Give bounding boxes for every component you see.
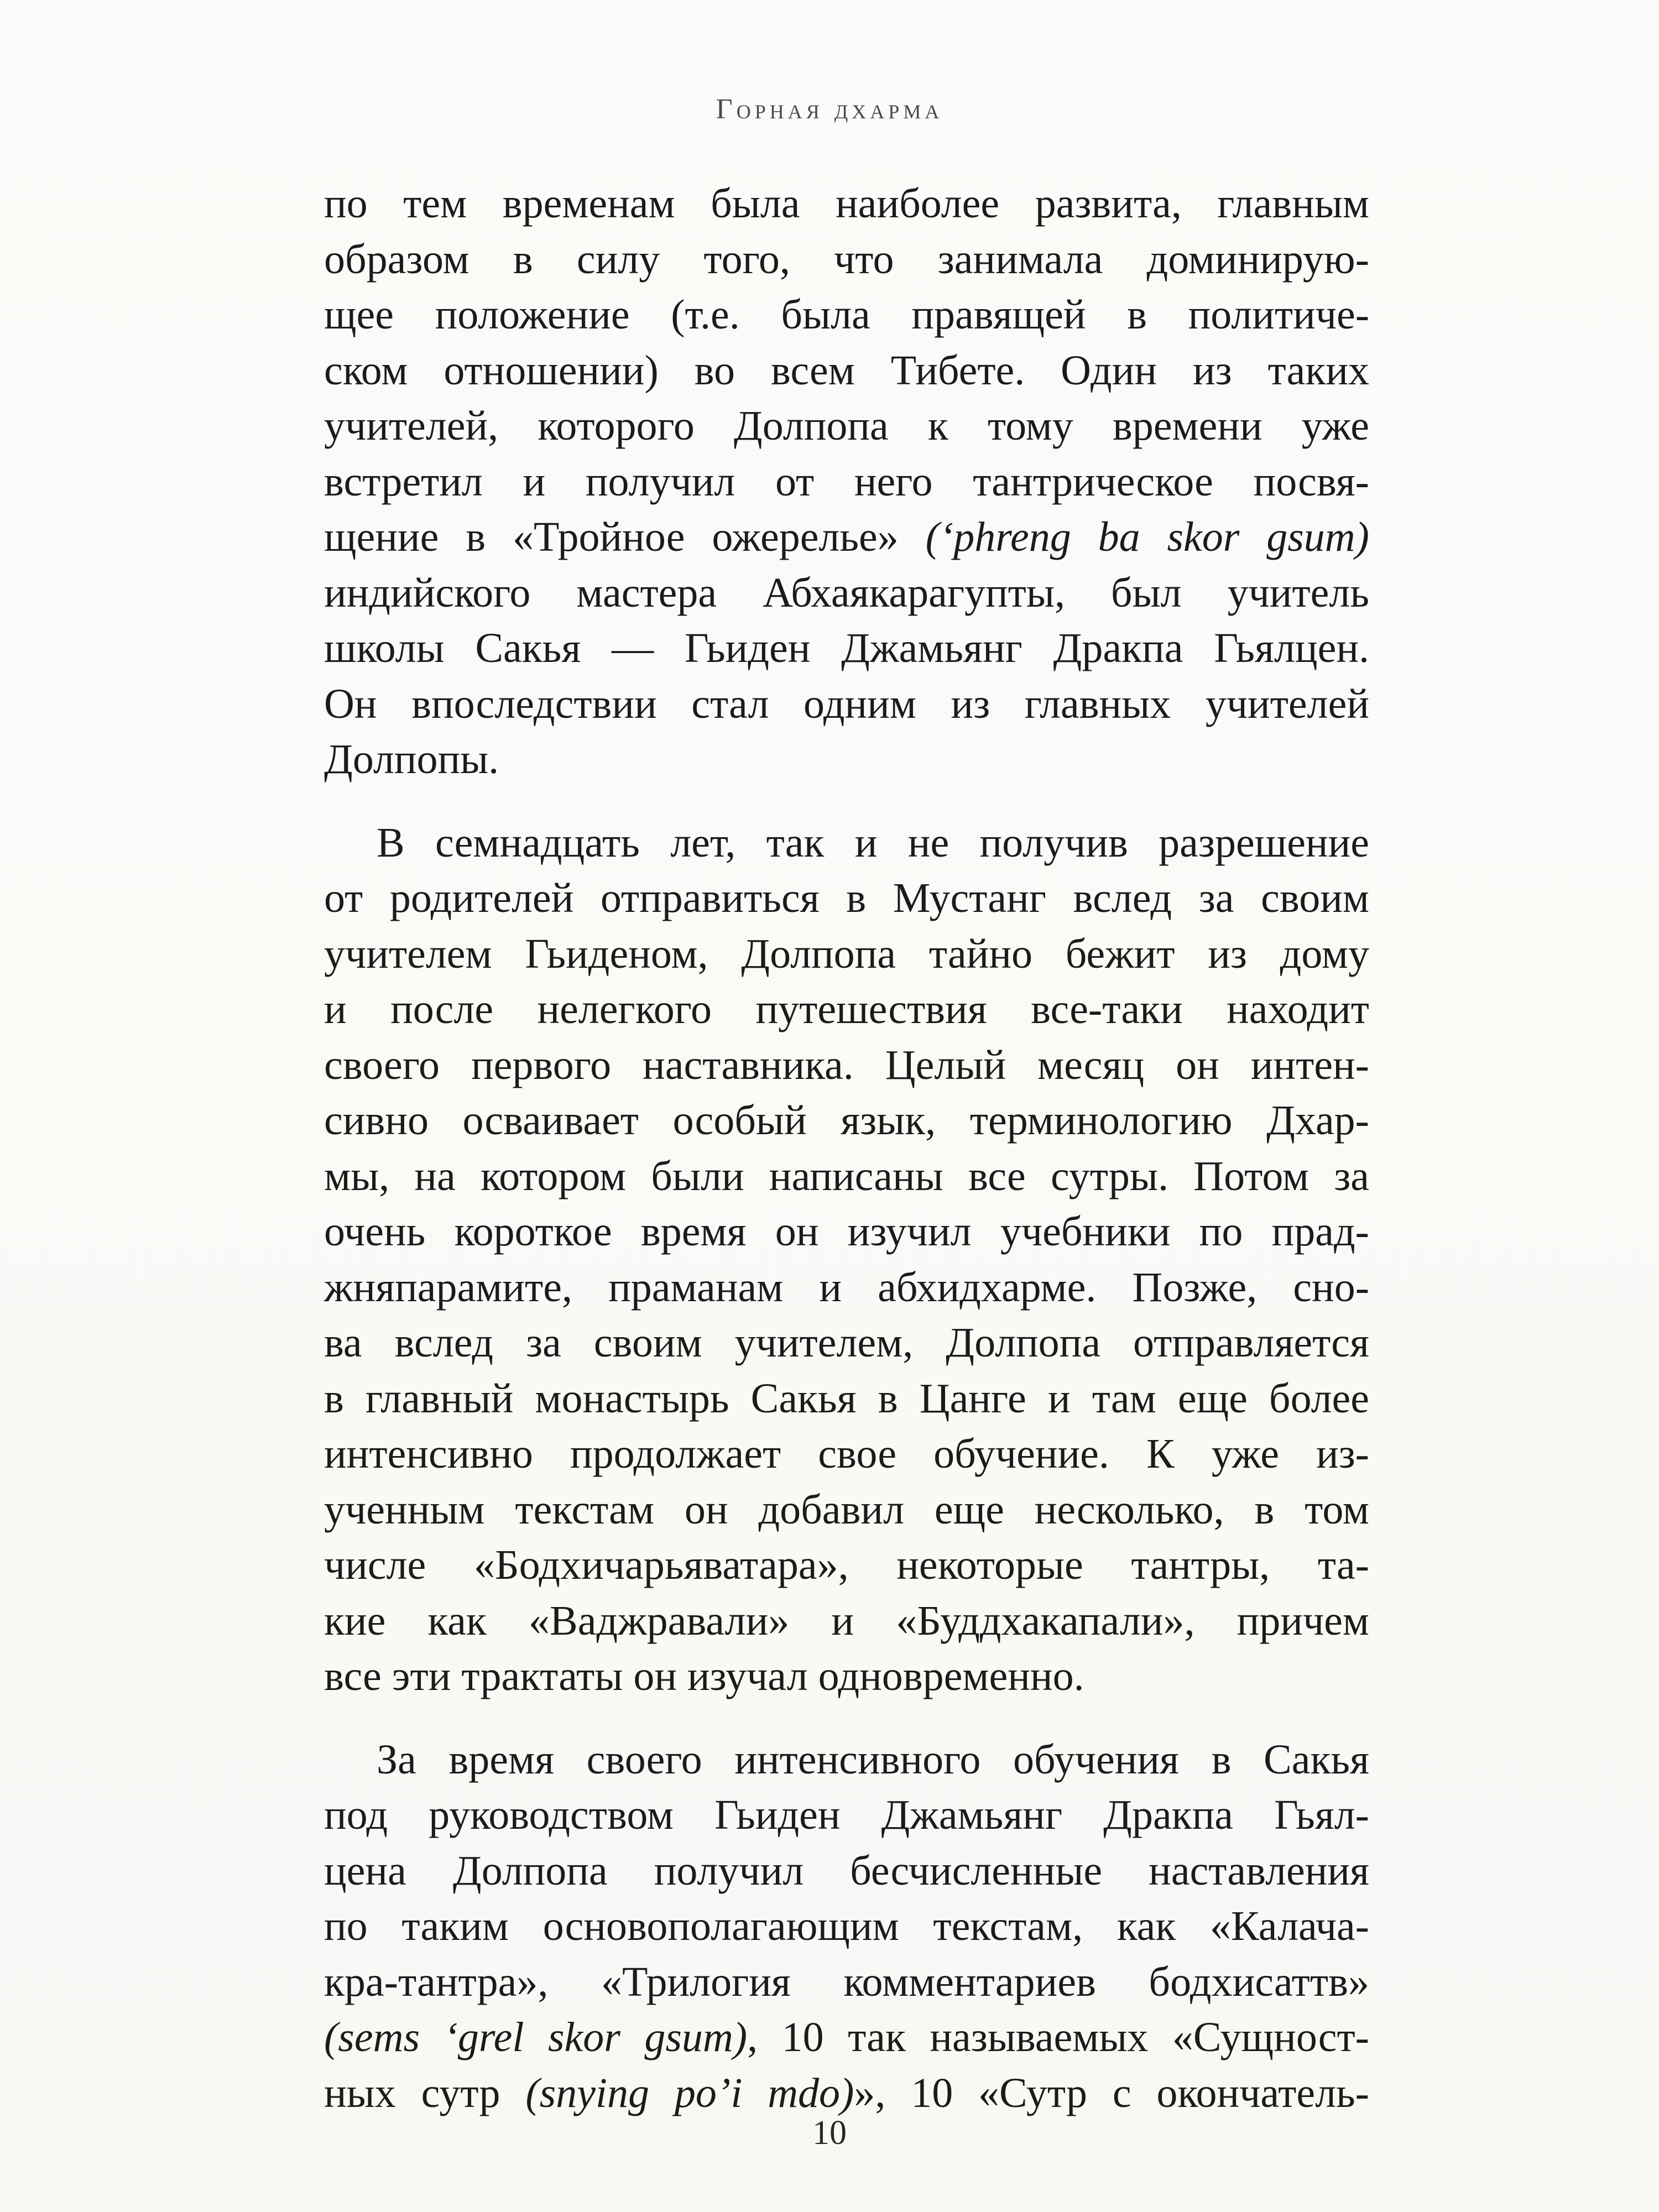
paragraph-2-line-8: [324, 1204, 1369, 1260]
paragraph-1-line-5: [324, 398, 1369, 454]
text-line: кра-тантра», «Трилогия комментариев бодхисаттв»: [324, 1958, 1369, 2005]
text-line: все эти трактаты он изучал одновременно.: [324, 1653, 1084, 1699]
text-line: учителей, которого Долпопа к тому времени уже: [324, 403, 1369, 449]
page-number: 10: [812, 2114, 847, 2152]
text-line: по таким основополагающим текстам, как «Калача-: [324, 1903, 1369, 1949]
text-line: по тем временам была наиболее развита, главным: [324, 180, 1369, 227]
paragraph-1-line-7: [324, 509, 1369, 565]
paragraph-1-line-2: [324, 232, 1369, 288]
paragraph-1-line-11: [324, 732, 1369, 787]
text-line: интенсивно продолжает свое обучение. К уже из-: [324, 1431, 1369, 1477]
paragraph-2-line-7: [324, 1149, 1369, 1204]
paragraph-1-line-9: [324, 620, 1369, 676]
text-line: Он впоследствии стал одним из главных учителей: [324, 680, 1369, 727]
paragraph-2-line-11: [324, 1371, 1369, 1427]
text-line: Долпопы.: [324, 736, 499, 782]
text-line: очень короткое время он изучил учебники по прад-: [324, 1208, 1369, 1255]
paragraph-2-line-5: [324, 1037, 1369, 1093]
paragraph-2-line-16: [324, 1648, 1369, 1704]
body-text: [324, 176, 1369, 2121]
text-line: индийского мастера Абхаякарагупты, был учитель: [324, 569, 1369, 616]
paragraph-1-line-10: [324, 676, 1369, 732]
text-line: встретил и получил от него тантрическое посвя-: [324, 458, 1369, 505]
text-line: от родителей отправиться в Мустанг вслед за своим: [324, 875, 1369, 921]
text-line: мы, на котором были написаны все сутры. Потом за: [324, 1152, 1369, 1199]
paragraph-2-line-3: [324, 926, 1369, 982]
paragraph-1-line-1: [324, 176, 1369, 232]
text-line: образом в силу того, что занимала доминирую-: [324, 236, 1369, 283]
text-line: жняпарамите, праманам и абхидхарме. Позже, сно-: [324, 1264, 1369, 1311]
paragraph-3-line-7: [324, 2065, 1369, 2121]
paragraph-1-line-8: [324, 565, 1369, 621]
text-line: щение в «Тройное ожерелье»: [324, 514, 926, 560]
text-line: , 10 так называемых «Сущност-: [747, 2014, 1369, 2060]
paragraph-2-line-12: [324, 1426, 1369, 1482]
paragraph-3-line-4: [324, 1898, 1369, 1954]
paragraph-2-line-6: [324, 1093, 1369, 1149]
paragraph-3-line-1: [324, 1732, 1369, 1788]
paragraph-2-line-15: [324, 1593, 1369, 1649]
text-line: щее положение (т.е. была правящей в политиче-: [324, 291, 1369, 338]
text-line: В семнадцать лет, так и не получив разрешение: [377, 819, 1369, 866]
paragraph-2-line-13: [324, 1482, 1369, 1538]
paragraph-3-line-5: [324, 1954, 1369, 2010]
text-line: своего первого наставника. Целый месяц он интен-: [324, 1041, 1369, 1088]
paragraph-3-line-2: [324, 1787, 1369, 1843]
paragraph-3-line-3: [324, 1843, 1369, 1899]
paragraph-2-line-2: [324, 870, 1369, 926]
paragraph-2-line-9: [324, 1260, 1369, 1316]
text-line: », 10 «Сутр с окончатель-: [854, 2069, 1369, 2116]
text-line: ных сутр: [324, 2069, 526, 2116]
paragraph-2-line-10: [324, 1315, 1369, 1371]
text-line: кие как «Ваджравали» и «Буддхакапали», причем: [324, 1597, 1369, 1644]
paragraph-1-line-4: [324, 343, 1369, 399]
italic-transliteration: (sems ‘grel skor gsum): [324, 2014, 748, 2060]
text-line: сивно осваивает особый язык, терминологию Дхар-: [324, 1097, 1369, 1144]
text-line: ва вслед за своим учителем, Долпопа отправляется: [324, 1319, 1369, 1366]
italic-transliteration: (‘phreng ba skor gsum): [925, 514, 1369, 560]
paragraph-2-line-14: [324, 1537, 1369, 1593]
paragraph-3-line-6: [324, 2010, 1369, 2065]
text-line: ском отношении) во всем Тибете. Один из таких: [324, 347, 1369, 394]
paragraph-2-line-4: [324, 982, 1369, 1037]
text-line: цена Долпопа получил бесчисленные наставления: [324, 1847, 1369, 1894]
text-line: учителем Гьиденом, Долпопа тайно бежит из дому: [324, 930, 1369, 977]
text-line: ученным текстам он добавил еще несколько, в том: [324, 1486, 1369, 1533]
text-line: в главный монастырь Сакья в Цанге и там еще более: [324, 1375, 1369, 1422]
paragraph-1-line-3: [324, 287, 1369, 343]
italic-transliteration: (snying po’i mdo): [525, 2069, 854, 2116]
text-line: под руководством Гьиден Джамьянг Дракпа Гьял-: [324, 1792, 1369, 1838]
text-line: числе «Бодхичарьяватара», некоторые тантры, та-: [324, 1542, 1369, 1588]
running-head: Горная дхарма: [716, 93, 943, 125]
text-line: За время своего интенсивного обучения в Сакья: [377, 1736, 1369, 1783]
text-line: и после нелегкого путешествия все-таки находит: [324, 986, 1369, 1032]
paragraph-1-line-6: [324, 454, 1369, 510]
paragraph-2-line-1: [324, 815, 1369, 871]
text-line: школы Сакья — Гьиден Джамьянг Дракпа Гьялцен.: [324, 625, 1369, 671]
